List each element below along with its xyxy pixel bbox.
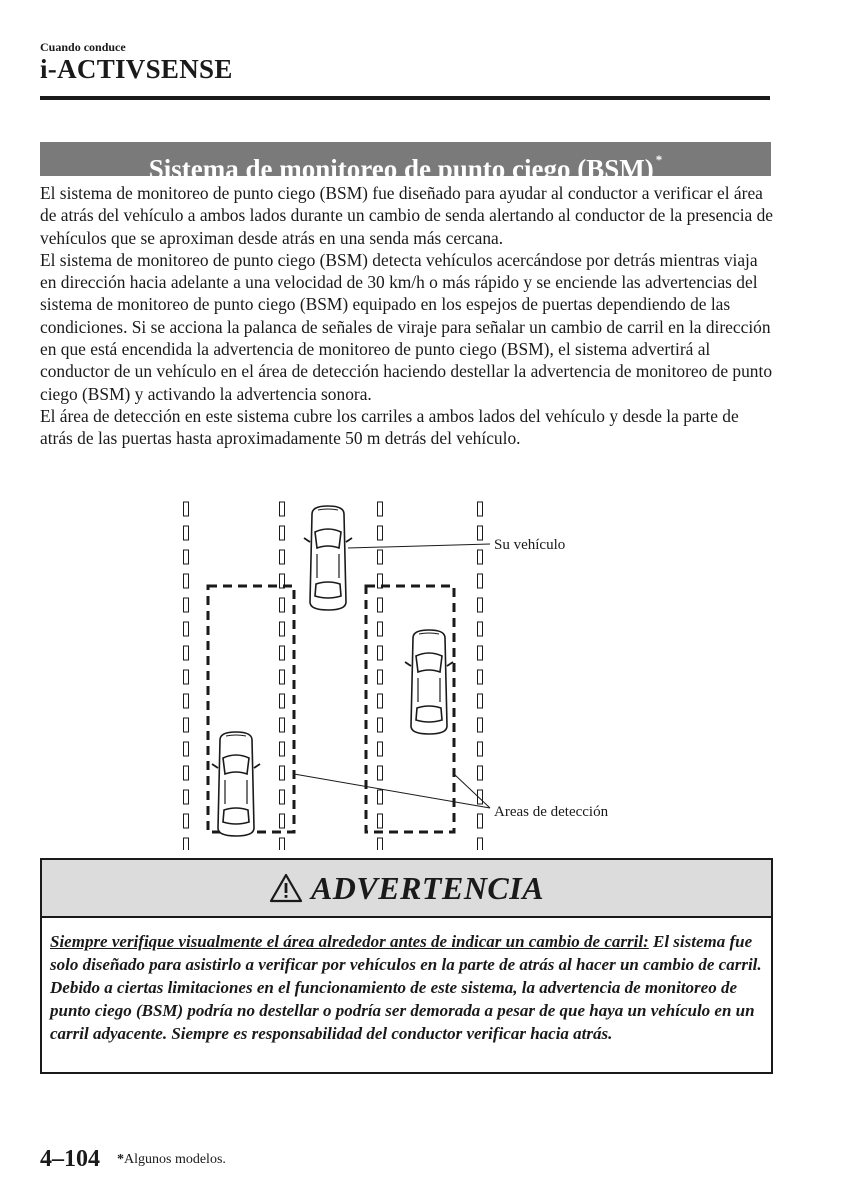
warning-box (40, 858, 773, 1074)
leader-line-area-left (294, 774, 490, 808)
paragraph-detection: El sistema de monitoreo de punto ciego (BSM) detecta vehículos acercándose por detrás mientras viaja en dirección hacia adelante a una velocidad de 30 km/h o más rápido y se enciende las advertencias del sistema de monitoreo de punto ciego (BSM) equipado en los espejos de puertas dependiendo de las condiciones. Si se acciona la palanca de señales de viraje para señalar un cambio de carril en la dirección en que está encendida la advertencia de monitoreo de punto ciego (BSM), el sistema advertirá al conductor de un vehículo en el área de detección haciendo destellar la advertencia de monitoreo de punto ciego (BSM) y activando la advertencia sonora. (40, 249, 773, 404)
body-text (40, 182, 775, 450)
header-divider (40, 96, 770, 100)
warning-header (42, 860, 771, 918)
warning-body (42, 918, 771, 1045)
adjacent-vehicle-left-icon (212, 732, 260, 836)
label-su-vehiculo: Su vehículo (494, 537, 566, 553)
footnote-text: Algunos modelos. (124, 1152, 226, 1167)
warning-text: El sistema fue solo diseñado para asistirlo a verificar por vehículos en la parte de atrás al hacer un cambio de carril. Debido a ciertas limitaciones en el funcionamiento de este sistema, la advertencia de monitoreo de punto ciego (BSM) podría no destellar o podría ser demorada a pesar de que haya un vehículo en un carril adyacente. Siempre es responsabilidad del conductor verificar hacia atrás. (50, 932, 762, 1043)
warning-title: ADVERTENCIA (310, 869, 545, 906)
adjacent-vehicle-right-icon (405, 630, 453, 734)
chapter-title: i-ACTIVSENSE (40, 54, 233, 84)
label-areas-deteccion: Areas de detección (494, 804, 609, 820)
section-title-footnote-mark: * (655, 152, 663, 167)
page-number: 4–104 (40, 1146, 100, 1172)
footnote-mark: * (117, 1152, 124, 1167)
warning-triangle-icon (269, 873, 303, 903)
paragraph-area: El área de detección en este sistema cubre los carriles a ambos lados del vehículo y desde la parte de atrás de las puertas hasta aproximadamente 50 m detrás del vehículo. (40, 405, 739, 449)
diagram-svg (170, 496, 650, 850)
warning-lead: Siempre verifique visualmente el área alrededor antes de indicar un cambio de carril: (50, 932, 649, 951)
own-vehicle-icon (304, 506, 352, 610)
footnote (117, 1152, 226, 1168)
header-section-label: Cuando conduce (40, 40, 126, 54)
bsm-detection-diagram (170, 496, 650, 850)
paragraph-intro: El sistema de monitoreo de punto ciego (BSM) fue diseñado para ayudar al conductor a verificar el área de atrás del vehículo a ambos lados durante un cambio de senda alertando al conductor de la presencia de vehículos que se aproximan desde atrás en una senda más cercana. (40, 183, 774, 248)
section-title-bar (40, 142, 771, 184)
section-title: Sistema de monitoreo de punto ciego (BSM) (148, 154, 654, 184)
leader-line-vehicle (348, 544, 490, 548)
